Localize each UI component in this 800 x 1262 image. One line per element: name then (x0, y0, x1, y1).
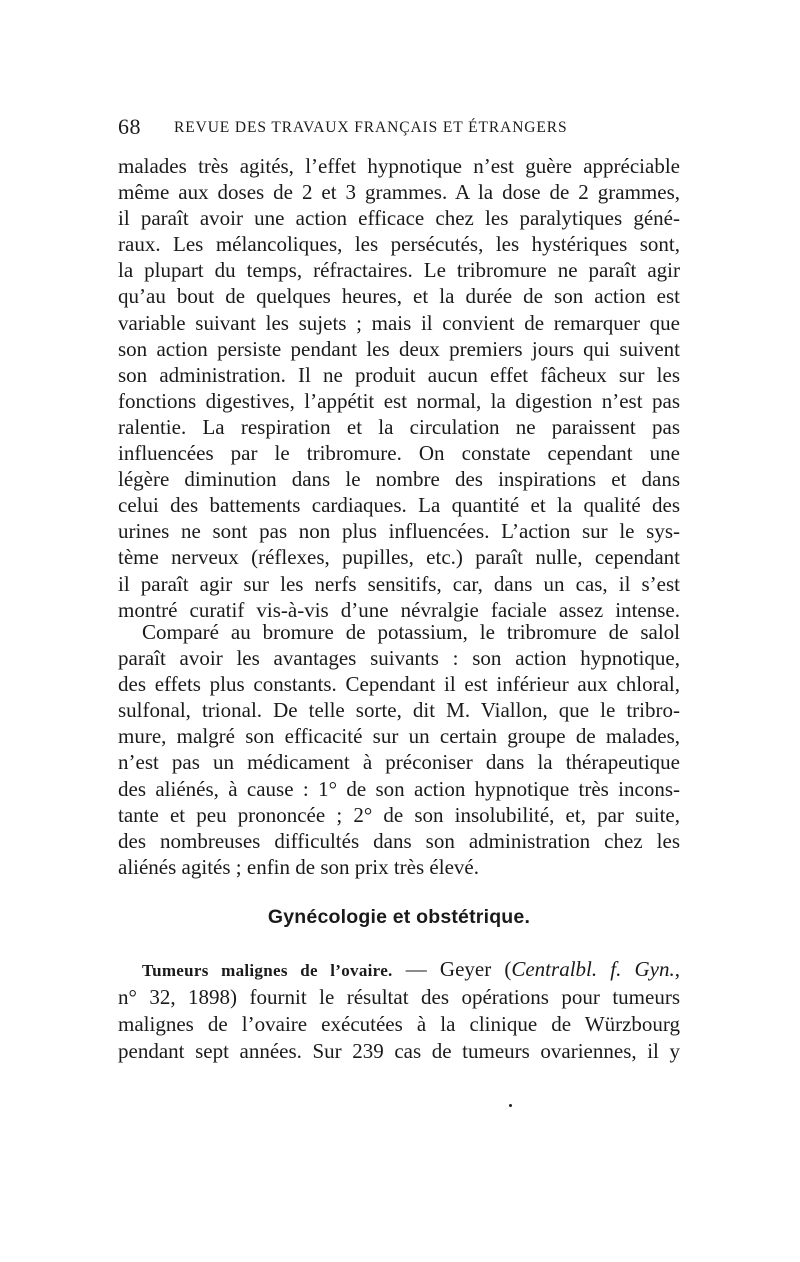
text-line: des effets plus constants. Cependant il est inférieur aux chloral, (118, 672, 680, 697)
section-heading: Gynécologie et obstétrique. (267, 906, 531, 928)
text-line: raux. Les mélancoliques, les persécutés, les hystériques sont, (118, 232, 680, 257)
journal-citation: Centralbl. f. Gyn. (511, 957, 675, 981)
text-line: mure, malgré son efficacité sur un certain groupe de malades, (118, 724, 680, 749)
text-line: pendant sept années. Sur 239 cas de tumeurs ovariennes, il y (118, 1039, 680, 1063)
text-line: son action persiste pendant les deux premiers jours qui suivent (118, 336, 680, 361)
text-line: aliénés agités ; enfin de son prix très élevé. (118, 854, 479, 879)
text-line: des aliénés, à cause : 1° de son action hypnotique très incons- (118, 776, 680, 801)
text-line: légère diminution dans le nombre des inspirations et dans (118, 467, 680, 492)
text-line: fonctions digestives, l’appétit est normal, la digestion n’est pas (118, 388, 680, 413)
text-line: n° 32, 1898) fournit le résultat des opérations pour tumeurs (118, 985, 680, 1009)
text-line: il paraît avoir une action efficace chez les paralytiques géné- (118, 206, 680, 231)
text-line: variable suivant les sujets ; mais il convient de remarquer que (118, 310, 680, 335)
text-line: la plupart du temps, réfractaires. Le tribromure ne paraît agir (118, 258, 680, 283)
text-line: malades très agités, l’effet hypnotique n’est guère appréciable (118, 154, 680, 178)
text-line: même aux doses de 2 et 3 grammes. A la dose de 2 grammes, (118, 180, 680, 205)
article-paragraph (118, 956, 680, 1065)
text-line: sulfonal, trional. De telle sorte, dit M. Viallon, que le tribro- (118, 698, 680, 723)
text-line: paraît avoir les avantages suivants : son action hypnotique, (118, 646, 680, 671)
text-line: celui des battements cardiaques. La quantité et la qualité des (118, 493, 680, 518)
text-line: malignes de l’ovaire exécutées à la clinique de Würzbourg (118, 1012, 680, 1036)
running-header (118, 114, 684, 144)
text-line: il paraît agir sur les nerfs sensitifs, car, dans un cas, il s’est (118, 571, 680, 596)
text-line: n’est pas un médicament à préconiser dans la thérapeutique (118, 750, 680, 775)
text-line: son administration. Il ne produit aucun effet fâcheux sur les (118, 362, 680, 387)
print-speck (509, 1104, 512, 1107)
author-intro: — Geyer ( (392, 957, 512, 981)
paragraph-comparison (118, 619, 680, 880)
citation-punctuation: , (674, 957, 680, 981)
text-line: tème nerveux (réflexes, pupilles, etc.) paraît nulle, cependant (118, 545, 680, 570)
journal-title: REVUE DES TRAVAUX FRANÇAIS ET ÉTRANGERS (174, 119, 568, 136)
text-line: ralentie. La respiration et la circulation ne paraissent pas (118, 414, 680, 439)
text-line: des nombreuses difficultés dans son administration chez les (118, 828, 680, 853)
text-line: Comparé au bromure de potassium, le tribromure de salol (142, 620, 680, 644)
page-number: 68 (118, 114, 141, 139)
article-title: Tumeurs malignes de l’ovaire. (142, 961, 393, 980)
text-line: influencées par le tribromure. On constate cependant une (118, 441, 680, 466)
paragraph-continued (118, 153, 680, 623)
text-line: tante et peu prononcée ; 2° de son insolubilité, et, par suite, (118, 802, 680, 827)
text-line: qu’au bout de quelques heures, et la durée de son action est (118, 284, 680, 309)
text-line: urines ne sont pas non plus influencées. L’action sur le sys- (118, 519, 680, 544)
text-line: montré curatif vis-à-vis d’une névralgie faciale assez intense. (118, 597, 680, 622)
text-line (118, 956, 680, 984)
